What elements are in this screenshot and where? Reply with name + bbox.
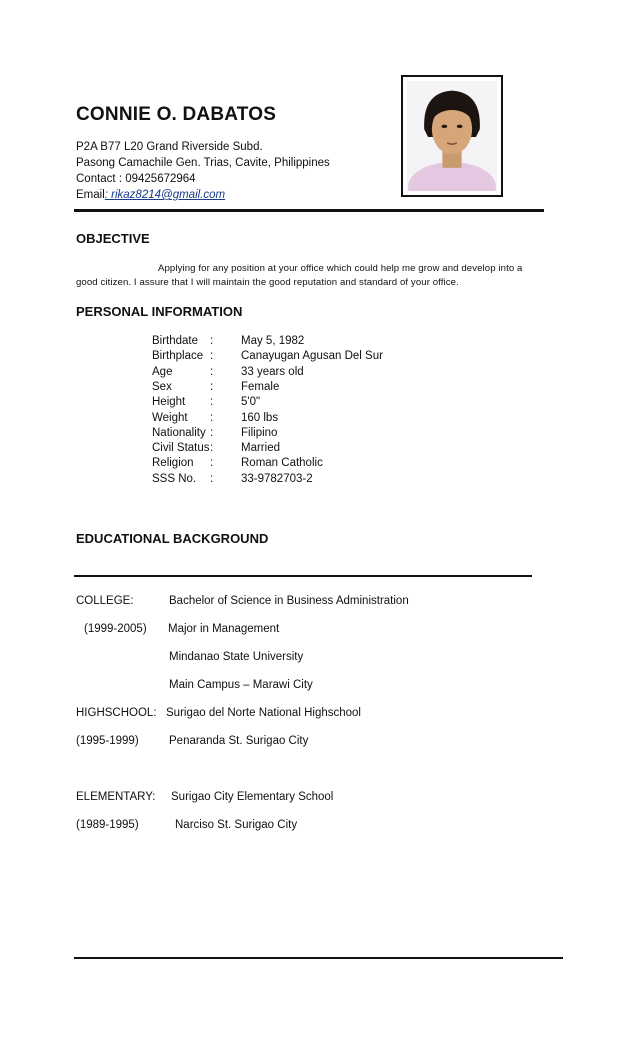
objective-heading: OBJECTIVE <box>76 231 150 246</box>
education-heading: EDUCATIONAL BACKGROUND <box>76 531 269 546</box>
personal-info-label: Weight <box>152 411 188 424</box>
personal-info-label: SSS No. <box>152 472 197 485</box>
address-line-2: Pasong Camachile Gen. Trias, Cavite, Philippines <box>76 157 330 169</box>
personal-info-value: 5'0" <box>241 396 261 409</box>
highschool-label: HIGHSCHOOL: <box>76 707 157 719</box>
personal-info-value: 33-9782703-2 <box>241 472 313 485</box>
personal-info-colon: : <box>210 380 214 393</box>
email-line <box>76 189 225 201</box>
personal-info-label: Height <box>152 396 186 409</box>
personal-info-value: Filipino <box>241 426 278 439</box>
personal-info-value: Married <box>241 442 280 455</box>
footer-divider <box>74 957 563 959</box>
elementary-years: (1989-1995) <box>76 819 139 831</box>
contact-line: Contact : 09425672964 <box>76 173 196 185</box>
college-campus: Main Campus – Marawi City <box>169 679 313 691</box>
header-divider <box>74 209 544 212</box>
personal-info-colon: : <box>210 350 214 363</box>
personal-info-colon: : <box>210 411 214 424</box>
personal-info-value: May 5, 1982 <box>241 335 305 347</box>
personal-info-colon: : <box>210 426 214 439</box>
personal-info-heading: PERSONAL INFORMATION <box>76 304 243 319</box>
objective-line-1: Applying for any position at your office which could help me grow and develop into a <box>158 263 523 274</box>
personal-info-colon: : <box>210 365 214 378</box>
highschool-address: Penaranda St. Surigao City <box>169 735 309 747</box>
highschool-school: Surigao del Norte National Highschool <box>166 707 361 719</box>
address-line-1: P2A B77 L20 Grand Riverside Subd. <box>76 141 263 153</box>
personal-info-colon: : <box>210 442 214 455</box>
personal-info-label: Religion <box>152 457 194 470</box>
college-school: Mindanao State University <box>169 651 304 663</box>
personal-info-label: Sex <box>152 380 172 393</box>
personal-info-label: Age <box>152 365 173 378</box>
email-link[interactable]: : rikaz8214@gmail.com <box>104 189 226 201</box>
personal-info-label: Birthplace <box>152 350 204 363</box>
portrait-image <box>407 81 497 191</box>
highschool-years: (1995-1999) <box>76 735 139 747</box>
personal-info-value: 160 lbs <box>241 411 279 424</box>
personal-info-value: Roman Catholic <box>241 457 323 470</box>
personal-info-label: Birthdate <box>152 335 199 347</box>
elementary-address: Narciso St. Surigao City <box>175 819 298 831</box>
college-label: COLLEGE: <box>76 595 134 607</box>
personal-info-colon: : <box>210 335 214 347</box>
personal-info-colon: : <box>210 457 214 470</box>
personal-info-colon: : <box>210 396 214 409</box>
personal-info-colon: : <box>210 472 214 485</box>
personal-info-label: Civil Status <box>152 442 210 455</box>
college-years: (1999-2005) <box>84 623 147 635</box>
personal-info-value: 33 years old <box>241 365 304 378</box>
elementary-school: Surigao City Elementary School <box>171 791 334 803</box>
personal-info-label: Nationality <box>152 426 206 439</box>
email-label: Email <box>76 189 105 201</box>
applicant-name: CONNIE O. DABATOS <box>76 104 277 125</box>
objective-line-2: good citizen. I assure that I will maintain the good reputation and standard of your office. <box>76 277 459 288</box>
applicant-photo <box>401 75 503 197</box>
elementary-label: ELEMENTARY: <box>76 791 156 803</box>
college-major: Major in Management <box>168 623 280 635</box>
college-degree: Bachelor of Science in Business Administration <box>169 595 409 607</box>
personal-info-value: Female <box>241 380 280 393</box>
education-divider <box>74 575 532 577</box>
personal-info-value: Canayugan Agusan Del Sur <box>241 350 383 363</box>
